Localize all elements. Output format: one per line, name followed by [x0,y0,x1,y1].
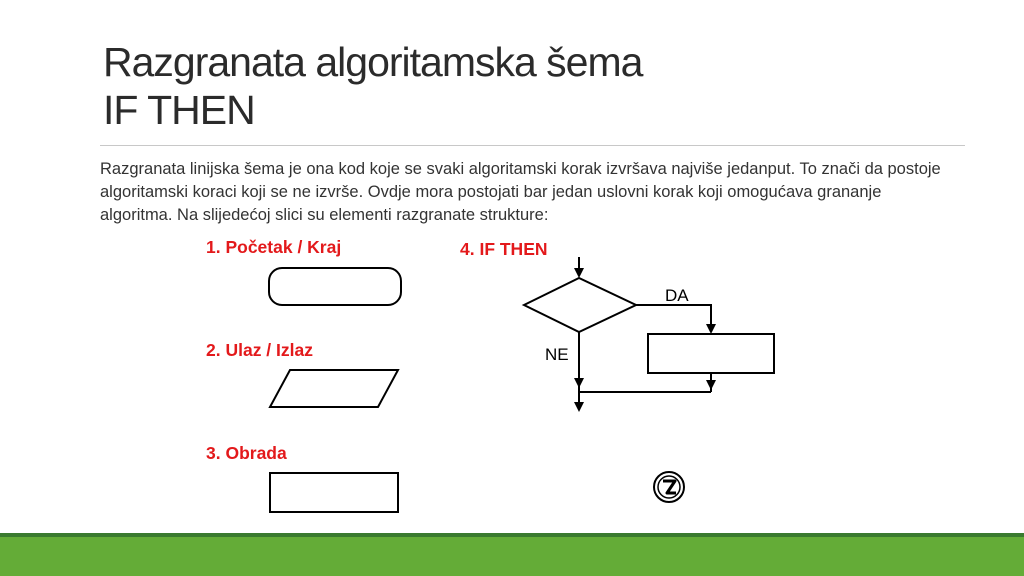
process-shape [270,473,398,512]
footer-stripe [0,537,1024,576]
yes-branch-line [636,305,711,326]
no-label: NE [545,345,569,364]
terminator-shape [269,268,401,305]
slide-title-line-1: Razgranata algoritamska šema [103,39,643,85]
legend-label-if-then: 4. IF THEN [460,239,548,259]
then-exit-arrowhead [706,380,716,390]
slide-title-line-2: IF THEN [103,87,255,133]
exit-arrowhead [574,402,584,412]
decision-diamond [524,278,636,332]
then-process-box [648,334,774,373]
input-output-shape [270,370,398,407]
body-paragraph: Razgranata linijska šema je ona kod koje se svaki algoritamski korak izvršava najviše jedanput. To znači da postoje algoritamski koraci koji se ne izvrše. Ovdje mora postojati bar jedan uslovni korak koji omogućava grananje algoritma. Na slijedećoj slici su elementi razgranate strukture: [100,160,941,224]
legend-label-start-end: 1. Početak / Kraj [206,237,342,257]
yes-label: DA [665,286,689,305]
no-branch-arrowhead [574,378,584,388]
entry-arrowhead [574,268,584,278]
legend-label-input-output: 2. Ulaz / Izlaz [206,340,313,360]
if-then-flowchart [524,257,774,412]
yes-branch-arrowhead [706,324,716,334]
legend-label-process: 3. Obrada [206,443,287,463]
audio-speaker-icon[interactable] [654,472,684,502]
